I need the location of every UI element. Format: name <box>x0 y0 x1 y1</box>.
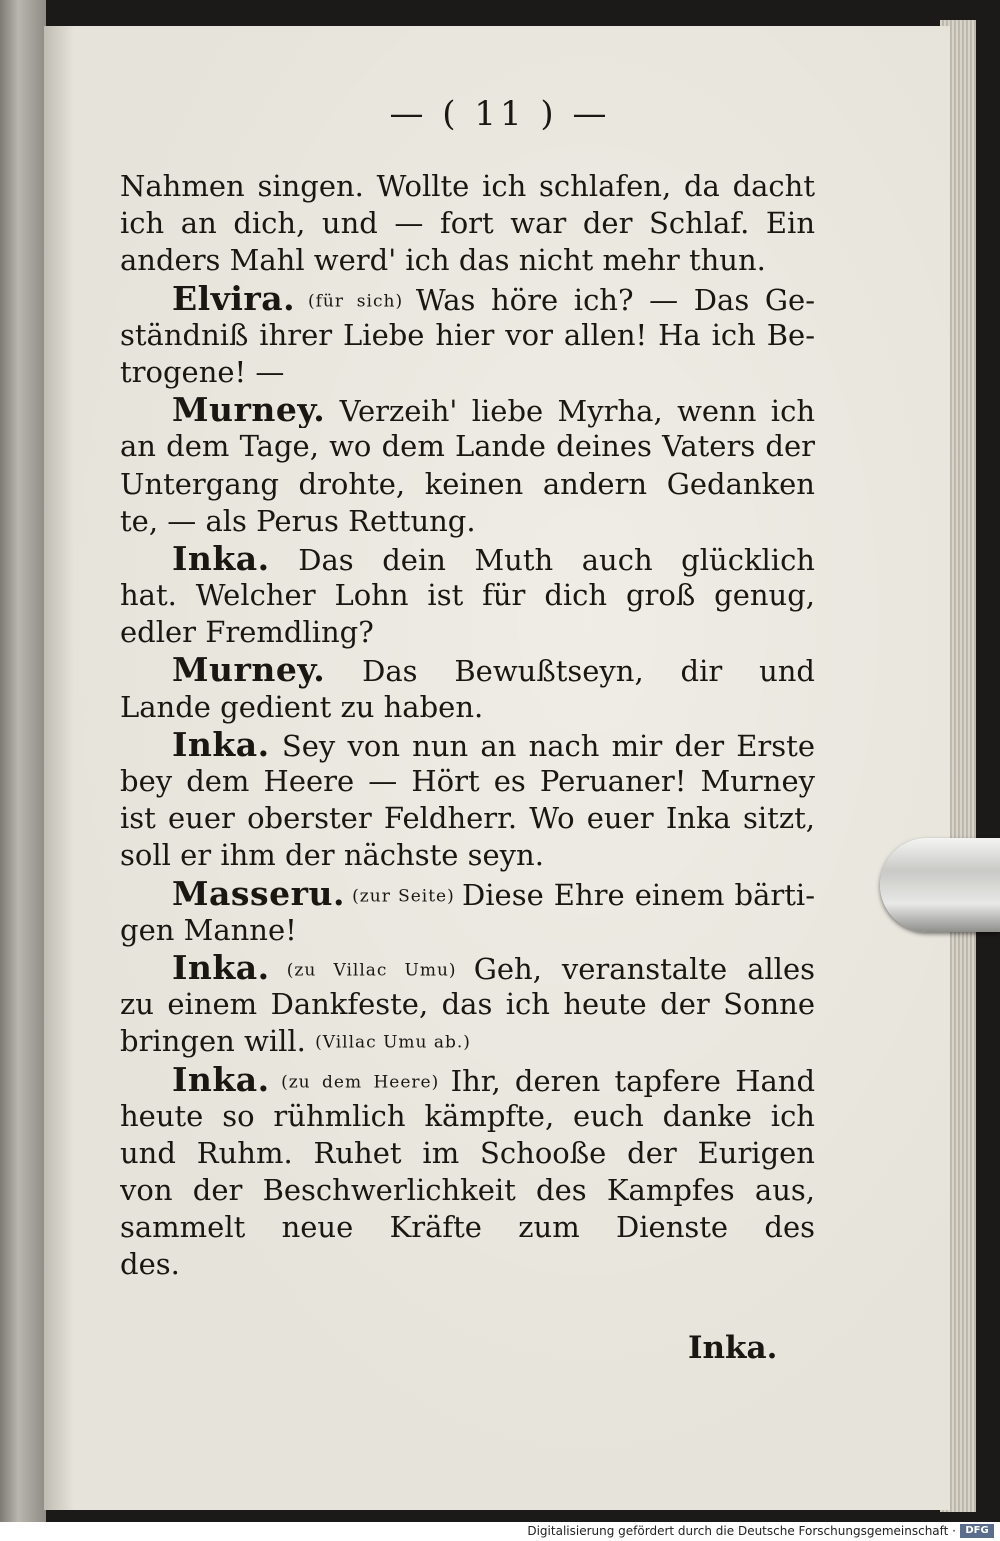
text-line <box>120 1246 815 1283</box>
line-text: soll er ihm der nächste seyn. <box>120 838 544 873</box>
line-text: trogene! — <box>120 354 285 389</box>
speaker-name: Masseru. <box>172 874 345 912</box>
speaker-name: Inka. <box>172 725 270 763</box>
line-text: Ihr, deren tapfere Hand <box>450 1063 815 1098</box>
text-line <box>120 168 815 205</box>
text-line <box>120 503 815 540</box>
text-line <box>120 986 815 1023</box>
line-text: anders Mahl werd' ich das nicht mehr thun. <box>120 243 766 278</box>
text-line <box>120 577 815 614</box>
line-text: edler Fremdling? <box>120 615 374 650</box>
text-line <box>120 205 815 242</box>
funding-note: Digitalisierung gefördert durch die Deutsche Forschungsgemeinschaft · <box>527 1524 956 1538</box>
line-text: Verzeih' liebe Myrha, wenn ich <box>325 394 815 429</box>
facing-page-edge <box>0 0 46 1541</box>
line-text: des. <box>120 1247 180 1282</box>
line-text: bey dem Heere — Hört es Peruaner! Murney <box>120 764 815 798</box>
speaker-name: Inka. <box>172 539 270 578</box>
text-line <box>120 391 815 428</box>
text-line <box>120 837 815 874</box>
line-text: Untergang drohte, keinen andern Gedanken <box>120 466 815 501</box>
speaker-name: Inka. <box>172 1060 270 1098</box>
text-line <box>120 614 815 651</box>
line-text: an dem Tage, wo dem Lande deines Vaters der <box>120 429 815 464</box>
text-line <box>120 800 815 837</box>
text-line <box>120 242 815 279</box>
line-text: Lande gedient zu haben. <box>120 689 484 724</box>
text-line <box>120 1135 815 1172</box>
text-line <box>120 651 815 688</box>
page-clip <box>880 838 1000 932</box>
text-line <box>120 689 815 726</box>
line-text: Diese Ehre einem bärti- <box>462 877 815 912</box>
line-text: von der Beschwerlichkeit des Kampfes aus, <box>120 1173 815 1208</box>
stage-direction: (zur Seite) <box>344 885 462 906</box>
line-text: Nahmen singen. Wollte ich schlafen, da dacht <box>120 169 815 203</box>
line-text: hat. Welcher Lohn ist für dich groß genug, <box>120 578 815 613</box>
speaker-name: Murney. <box>172 651 326 689</box>
line-text: ich an dich, und — fort war der Schlaf. Ein <box>120 206 815 241</box>
stage-direction: (Villac Umu ab.) <box>315 1032 471 1053</box>
stage-direction: (zu Villac Umu) <box>269 960 474 981</box>
line-text: Geh, veranstalte alles <box>473 951 815 986</box>
line-text: bringen will. <box>120 1024 316 1059</box>
text-line <box>120 1061 815 1098</box>
text-line <box>120 428 815 465</box>
line-text: heute so rühmlich kämpfte, euch danke ich <box>120 1098 815 1133</box>
footer-bar <box>0 1522 1000 1541</box>
stage-direction: (zu dem Heere) <box>269 1071 451 1092</box>
text-line <box>120 1172 815 1209</box>
text-line <box>120 540 815 577</box>
text-line <box>120 1023 815 1060</box>
catchword: Inka. <box>688 1330 778 1366</box>
line-text: Das dein Muth auch glücklich <box>298 542 815 577</box>
line-text: zu einem Dankfeste, das ich heute der Sonne <box>120 987 815 1022</box>
text-line <box>120 949 815 986</box>
text-line <box>120 354 815 391</box>
text-block <box>120 168 815 1284</box>
text-line <box>120 466 815 503</box>
line-text: Sey von nun an nach mir der Erste <box>269 728 815 763</box>
text-line <box>120 1098 815 1135</box>
line-text: ständniß ihrer Liebe hier vor allen! Ha ich Be- <box>120 317 815 352</box>
dfg-logo: DFG <box>960 1524 994 1538</box>
speaker-name: Elvira. <box>172 279 296 317</box>
text-line <box>120 875 815 912</box>
line-text: Was höre ich? — Das Ge- <box>415 282 815 317</box>
line-text: und Ruhm. Ruhet im Schooße der Eurigen <box>120 1135 815 1170</box>
text-line <box>120 1209 815 1246</box>
line-text: sammelt neue Kräfte zum Dienste des <box>120 1210 815 1245</box>
text-line <box>120 280 815 317</box>
text-line <box>120 317 815 354</box>
line-text: ist euer oberster Feldherr. Wo euer Inka sitzt, <box>120 801 815 836</box>
speaker-name: Murney. <box>172 391 326 429</box>
text-line <box>120 912 815 949</box>
speaker-name: Inka. <box>172 948 270 987</box>
text-line <box>120 763 815 800</box>
page-number-header: — ( 11 ) — <box>389 94 611 134</box>
line-text: te, — als Perus Rettung. <box>120 503 476 538</box>
line-text: Das Bewußtseyn, dir und <box>362 654 815 689</box>
stage-direction: (für sich) <box>295 290 416 311</box>
text-line <box>120 726 815 763</box>
line-text: gen Manne! <box>120 912 297 947</box>
